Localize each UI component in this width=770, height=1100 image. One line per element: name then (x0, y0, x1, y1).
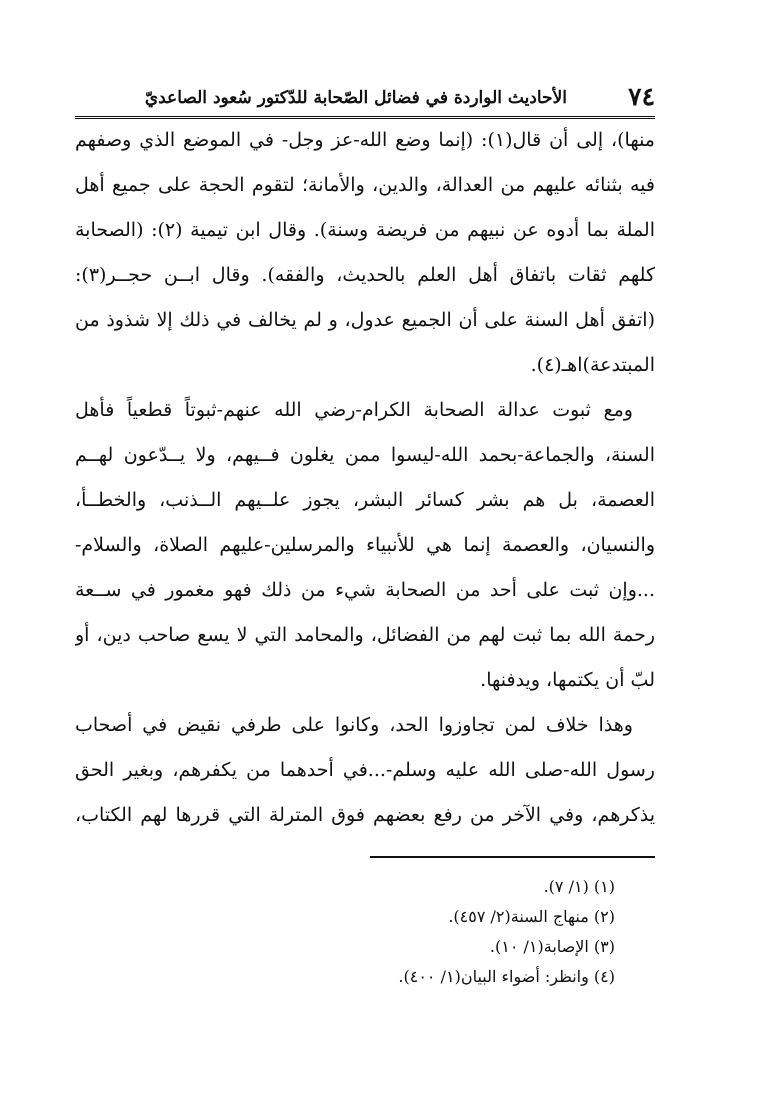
footnote: (٤) وانظر: أضواء البيان(١/ ٤٠٠). (398, 967, 615, 986)
footnote: (١) (١/ ٧). (543, 877, 615, 896)
footnote: (٢) منهاج السنة(٢/ ٤٥٧). (448, 907, 615, 926)
text-line: كلهم ثقات باتفاق أهل العلم بالحديث، والفقه). وقال ابــن حجــر(٣): (75, 264, 655, 286)
main-text (75, 118, 655, 838)
text-line: منها)، إلى أن قال(١): (إنما وضع الله-عز وجل- في الموضع الذي وصفهم (75, 129, 655, 151)
footnotes (75, 872, 615, 992)
text-line: رسول الله-صلى الله عليه وسلم-...في أحدهما من يكفرهم، وبغير الحق (75, 759, 655, 781)
text-line: ...وإن ثبت على أحد من الصحابة شيء من ذلك فهو مغمور في ســعة (75, 579, 655, 601)
text-line: المبتدعة)اهـ(٤). (530, 354, 655, 376)
running-header (75, 82, 655, 119)
text-line: وهذا خلاف لمن تجاوزوا الحد، وكانوا على طرفي نقيض في أصحاب (75, 714, 633, 736)
text-line: يذكرهم، وفي الآخر من رفع بعضهم فوق المترلة التي قررها لهم الكتاب، (75, 804, 655, 826)
text-line: رحمة الله بما ثبت لهم من الفضائل، والمحامد التي لا يسع صاحب دين، أو (75, 624, 655, 646)
running-title: الأحاديث الواردة في فضائل الصّحابة للدّكتور سُعود الصاعديّ (144, 88, 567, 108)
text-line: العصمة، بل هم بشر كسائر البشر، يجوز علــيهم الــذنب، والخطــأ، (75, 489, 655, 511)
text-line: فيه بثنائه عليهم من العدالة، والدين، والأمانة؛ لتقوم الحجة على جميع أهل (75, 174, 655, 196)
text-line: لبّ أن يكتمها، ويدفنها. (480, 669, 655, 691)
text-line: (اتفق أهل السنة على أن الجميع عدول، و لم يخالف في ذلك إلا شذوذ من (75, 309, 655, 331)
footnote: (٣) الإصابة(١/ ١٠). (489, 937, 615, 956)
footnote-separator (370, 856, 655, 858)
text-line: السنة، والجماعة-بحمد الله-ليسوا ممن يغلون فــيهم، ولا يــدّعون لهــم (75, 444, 655, 466)
text-line: والنسيان، والعصمة إنما هي للأنبياء والمرسلين-عليهم الصلاة، والسلام- (75, 534, 655, 556)
text-line: ومع ثبوت عدالة الصحابة الكرام-رضي الله عنهم-ثبوتاً قطعياً فأهل (75, 399, 633, 421)
page-number: ٧٤ (628, 82, 655, 111)
text-line: الملة بما أدوه عن نبيهم من فريضة وسنة). وقال ابن تيمية (٢): (الصحابة (75, 219, 655, 241)
